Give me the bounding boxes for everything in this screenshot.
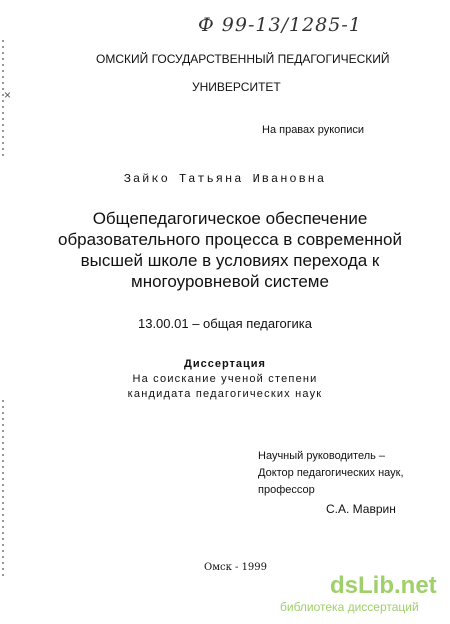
title-line: образовательного процесса в современной	[57, 230, 402, 249]
supervisor-name: С.А. Маврин	[326, 502, 396, 516]
specialty-code: 13.00.01 – общая педагогика	[137, 316, 312, 331]
dissertation-title	[40, 208, 420, 292]
supervisor-degree: Доктор педагогических наук,	[258, 467, 404, 479]
manuscript-rights-note: На правах рукописи	[262, 124, 364, 136]
margin-x-mark: ×	[4, 88, 12, 102]
degree-line1: На соискание ученой степени	[132, 373, 318, 385]
university-name-line2: УНИВЕРСИТЕТ	[192, 80, 281, 94]
author-name: Зайко Татьяна Ивановна	[123, 172, 327, 186]
title-line: многоуровневой системе	[131, 272, 329, 291]
city-year: Омск - 1999	[204, 562, 268, 573]
title-line: Общепедагогическое обеспечение	[92, 209, 368, 228]
degree-line2: кандидата педагогических наук	[127, 388, 323, 400]
supervisor-title: профессор	[258, 484, 315, 496]
supervisor-label: Научный руководитель –	[258, 450, 386, 462]
title-line: высшей школе в условиях перехода к	[80, 251, 380, 270]
watermark-subtitle: библиотека диссертаций	[280, 600, 419, 614]
handwritten-archive-number: Ф 99-13/1285-1	[198, 14, 362, 36]
university-name-line1: ОМСКИЙ ГОСУДАРСТВЕННЫЙ ПЕДАГОГИЧЕСКИЙ	[96, 52, 390, 66]
dissertation-heading: Диссертация	[184, 358, 266, 370]
watermark-logo: dsLib.net	[330, 572, 437, 599]
margin-punch-marks-lower	[2, 400, 4, 580]
